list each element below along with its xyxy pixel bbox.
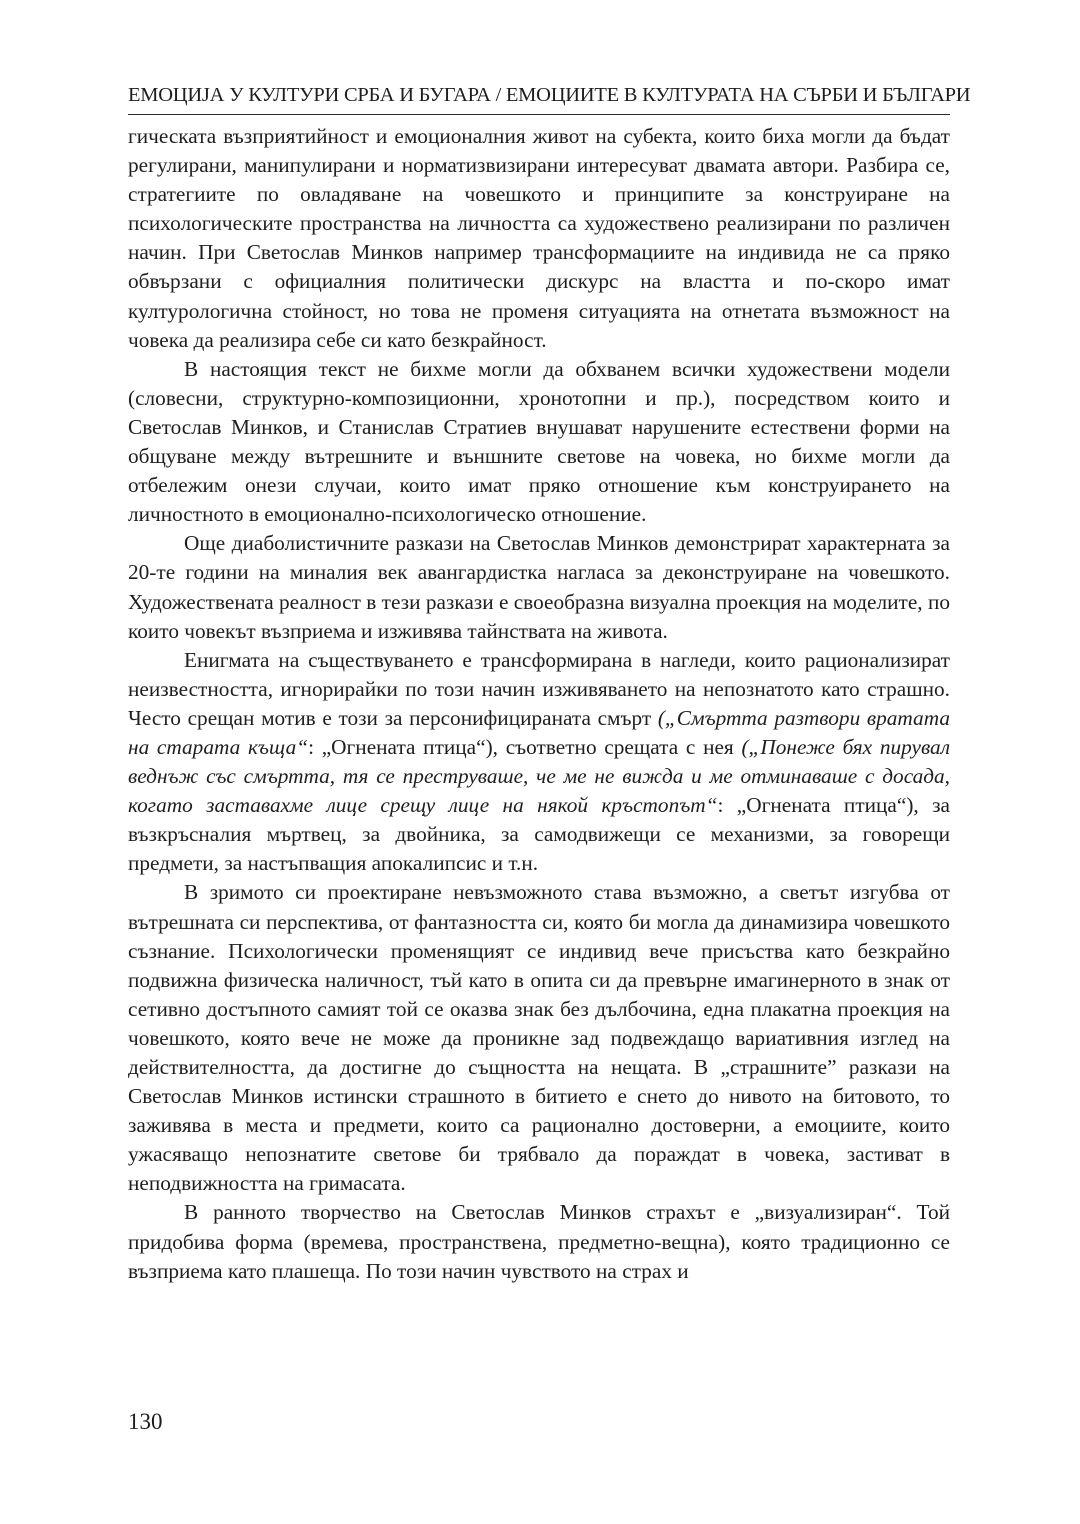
running-title: ЕМОЦИЈА У КУЛТУРИ СРБА И БУГАРА / ЕМОЦИИТЕ В КУЛТУРАТА НА СЪРБИ И БЪЛГАРИ	[128, 84, 971, 106]
text-run: гическата възприятийност и емоционалния живот на субекта, които биха могли да бъдат регулирани, манипулирани и норматизвизирани интересуват двамата автори. Разбира се, стратегиите по овладяване на човешкото и принципите за конструиране на психологическите пространства на личността са художествено реализирани по различен начин. При Светослав Минков например трансформациите на индивида не са пряко обвързани с официалния политически дискурс на властта и по-скоро имат културологична стойност, но това не променя ситуацията на отнетата възможност на човека да реализира себе си като безкрайност.	[128, 124, 950, 352]
paragraph	[128, 355, 950, 530]
paragraph	[128, 529, 950, 645]
text-run: В настоящия текст не бихме могли да обхванем всички художествени модели (словесни, структурно-композиционни, хронотопни и пр.), посредством които и Светослав Минков, и Станислав Стратиев внушават нарушените естествени форми на общуване между вътрешните и външните светове на човека, но бихме могли да отбележим онези случаи, които имат пряко отношение към конструирането на личностното в емоционално-психологическо отношение.	[128, 356, 950, 527]
paragraph	[128, 1198, 950, 1285]
text-run: : „Огнената птица“), за възкръсналия мъртвец, за двойника, за самодвижещи се механизми, за говорещи предмети, за настъпващия апокалипсис и т.н.	[128, 793, 950, 876]
paragraph	[128, 122, 950, 355]
text-run: : „Огнената птица“), съответно срещата с нея	[308, 734, 742, 759]
paragraph	[128, 646, 950, 879]
text-run: В зримото си проектиране невъзможното става възможно, а светът изгубва от вътрешната си перспектива, от фантазността си, която би могла да динамизира човешкото съзнание. Психологически променящият се индивид вече присъства като безкрайно подвижна физическа наличност, тъй като в опита си да превърне имагинерното в знак от сетивно достъпното самият той се оказва знак без дълбочина, една плакатна проекция на човешкото, която вече не може да проникне зад подвеждащо вариативния изглед на действителността, да достигне до същността на нещата. В „страшните” разкази на Светослав Минков истински страшното в битието е снето до нивото на битовото, то заживява в места и предмети, които са рационално достоверни, а емоциите, които ужасяващо непознатите светове би трябвало да пораждат в човека, застиват в неподвижността на гримасата.	[128, 880, 950, 1196]
text-run: Още диаболистичните разкази на Светослав Минков демонстрират характерната за 20-те години на миналия век авангардистка нагласа за деконструиране на човешкото. Художествената реалност в тези разкази е своеобразна визуална проекция на моделите, по които човекът възприема и изживява тайнствата на живота.	[128, 531, 950, 643]
text-run: Енигмата на съществуването е трансформирана в нагледи, които рационализират неизвестността, игнорирайки по този начин изживяването на непознатото като страшно. Често срещан мотив е този за персонифицираната смърт	[128, 647, 950, 730]
page-number: 130	[128, 1409, 163, 1434]
quote-italic: („Понеже бях пирувал веднъж със смъртта, тя се преструваше, че ме не вижда и ме отминаваше с досада, когато заставахме лице срещу лице на някой кръстопът“	[128, 734, 950, 818]
text-run: В ранното творчество на Светослав Минков страхът е „визуализиран“. Той придобива форма (времева, пространствена, предметно-вещна), която традиционно се възприема като плашеща. По този начин чувството на страх и	[128, 1200, 950, 1283]
quote-italic: („Смъртта разтвори вратата на старата къща“	[128, 705, 950, 759]
body-text	[128, 122, 950, 1286]
running-header	[128, 80, 971, 115]
paragraph	[128, 878, 950, 1198]
